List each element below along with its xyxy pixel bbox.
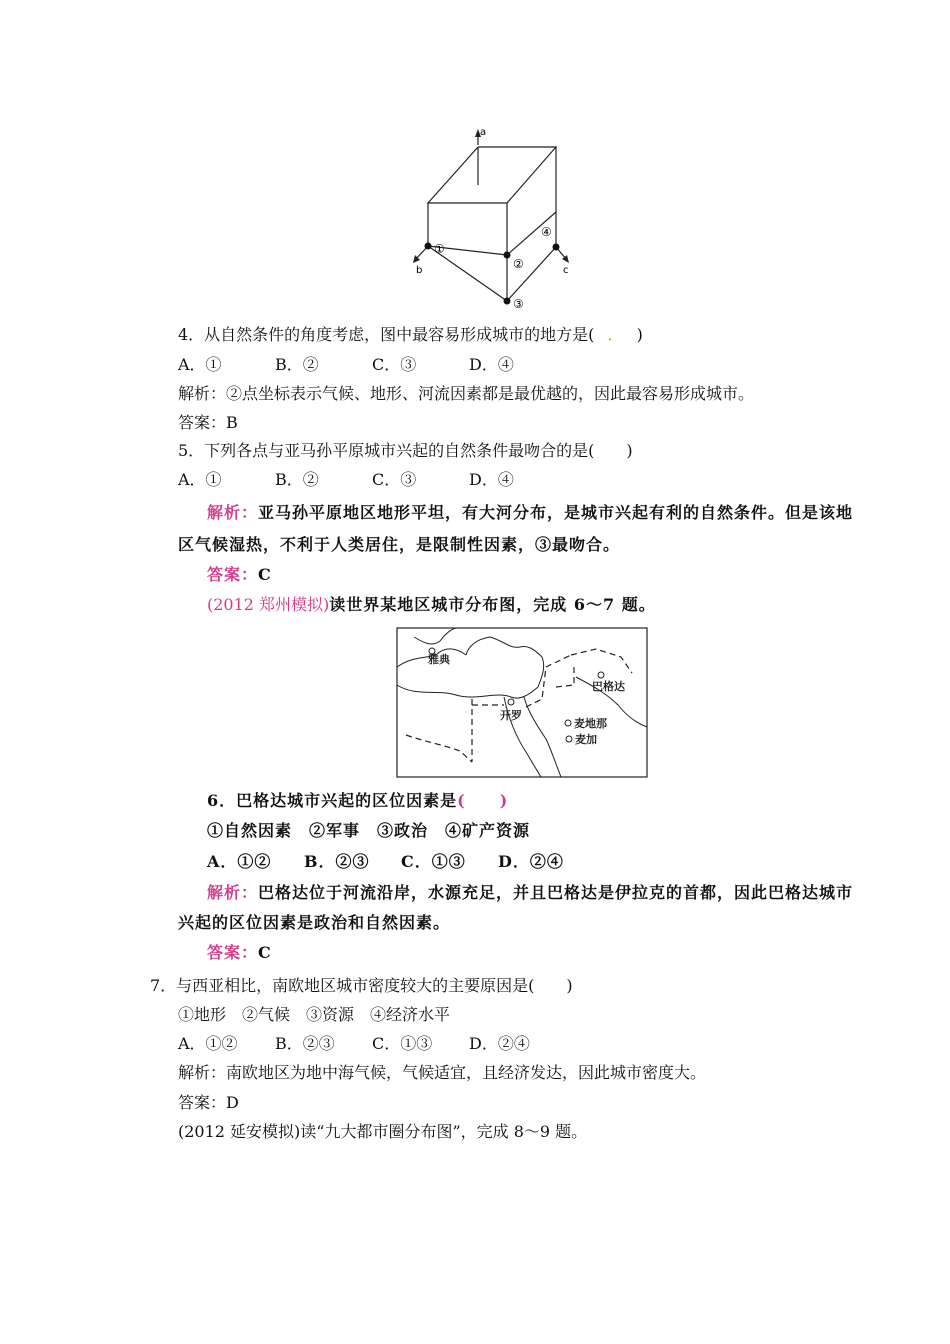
- city-mecca-dot: [566, 736, 572, 742]
- point-1-dot: [425, 243, 432, 250]
- q5-answer: 答案：C: [207, 565, 272, 584]
- q6-option-a: A．①②: [207, 852, 272, 871]
- point-3-dot: [504, 298, 511, 305]
- city-baghdad-label: 巴格达: [592, 680, 625, 693]
- q5-option-d: D．④: [469, 470, 514, 489]
- city-cairo-dot: [508, 699, 514, 705]
- q4-option-c: C．③: [372, 355, 417, 374]
- point-1-label: ①: [434, 242, 445, 256]
- city-medina-dot: [565, 720, 571, 726]
- q6-options: [207, 852, 564, 872]
- q6-stem: 6．巴格达城市兴起的区位因素是( ): [207, 791, 509, 810]
- q4-analysis: 解析：②点坐标表示气候、地形、河流因素都是最优越的，因此最容易形成城市。: [178, 384, 755, 403]
- q4-option-d: D．④: [469, 355, 514, 374]
- axis-box-figure: [400, 125, 590, 310]
- q4-answer: 答案：B: [178, 413, 238, 432]
- q5-option-c: C．③: [372, 470, 417, 489]
- q6-choices: ①自然因素 ②军事 ③政治 ④矿产资源: [207, 821, 531, 840]
- axis-b-label: b: [416, 265, 423, 276]
- point-4-label: ④: [541, 225, 552, 239]
- city-medina-label: 麦地那: [574, 717, 607, 730]
- q4-options: [178, 355, 514, 375]
- q5-option-a: A．①: [178, 470, 222, 489]
- q4-stem: 4．从自然条件的角度考虑，图中最容易形成城市的地方是( ． ): [178, 325, 643, 344]
- axis-c-label: c: [563, 265, 569, 276]
- q5-options: [178, 470, 514, 490]
- intro-8-9: (2012 延安模拟)读“九大都市圈分布图”，完成 8～9 题。: [178, 1122, 588, 1141]
- q7-option-a: A．①②: [178, 1034, 238, 1053]
- q6-analysis-line1: 解析：巴格达位于河流沿岸，水源充足，并且巴格达是伊拉克的首都，因此巴格达城市: [207, 883, 854, 902]
- q6-option-b: B．②③: [304, 852, 370, 871]
- q5-analysis-line2: 区气候湿热，不利于人类居住，是限制性因素，③最吻合。: [178, 535, 621, 554]
- q7-analysis: 解析：南欧地区为地中海气候，气候适宜，且经济发达，因此城市密度大。: [178, 1063, 707, 1082]
- q6-analysis-line2: 兴起的区位因素是政治和自然因素。: [178, 913, 451, 932]
- point-2-dot: [504, 252, 511, 259]
- city-distribution-map: [396, 627, 648, 779]
- axis-a-label: a: [480, 127, 487, 138]
- q7-answer: 答案：D: [178, 1093, 239, 1112]
- point-4-dot: [553, 244, 560, 251]
- q5-stem: 5．下列各点与亚马孙平原城市兴起的自然条件最吻合的是( ): [178, 441, 633, 460]
- city-athens-label: 雅典: [428, 653, 450, 666]
- q7-option-c: C．①③: [372, 1034, 433, 1053]
- point-3-label: ③: [513, 297, 524, 310]
- intro-6-7: (2012 郑州模拟)读世界某地区城市分布图，完成 6～7 题。: [207, 595, 656, 614]
- city-baghdad-dot: [598, 672, 604, 678]
- q5-analysis-line1: 解析：亚马孙平原地区地形平坦，有大河分布，是城市兴起有利的自然条件。但是该地: [207, 503, 854, 522]
- point-2-label: ②: [513, 257, 524, 271]
- q6-option-d: D．②④: [498, 852, 564, 871]
- q5-option-b: B．②: [275, 470, 319, 489]
- q6-answer: 答案：C: [207, 943, 272, 962]
- q7-stem: 7．与西亚相比，南欧地区城市密度较大的主要原因是( ): [150, 976, 573, 995]
- city-cairo-label: 开罗: [500, 709, 522, 722]
- q6-option-c: C．①③: [401, 852, 466, 871]
- city-mecca-label: 麦加: [575, 733, 597, 746]
- q4-option-b: B．②: [275, 355, 319, 374]
- q7-options: [178, 1034, 530, 1054]
- q7-option-b: B．②③: [275, 1034, 335, 1053]
- q7-choices: ①地形 ②气候 ③资源 ④经济水平: [178, 1005, 451, 1024]
- q7-option-d: D．②④: [469, 1034, 530, 1053]
- q4-option-a: A．①: [178, 355, 222, 374]
